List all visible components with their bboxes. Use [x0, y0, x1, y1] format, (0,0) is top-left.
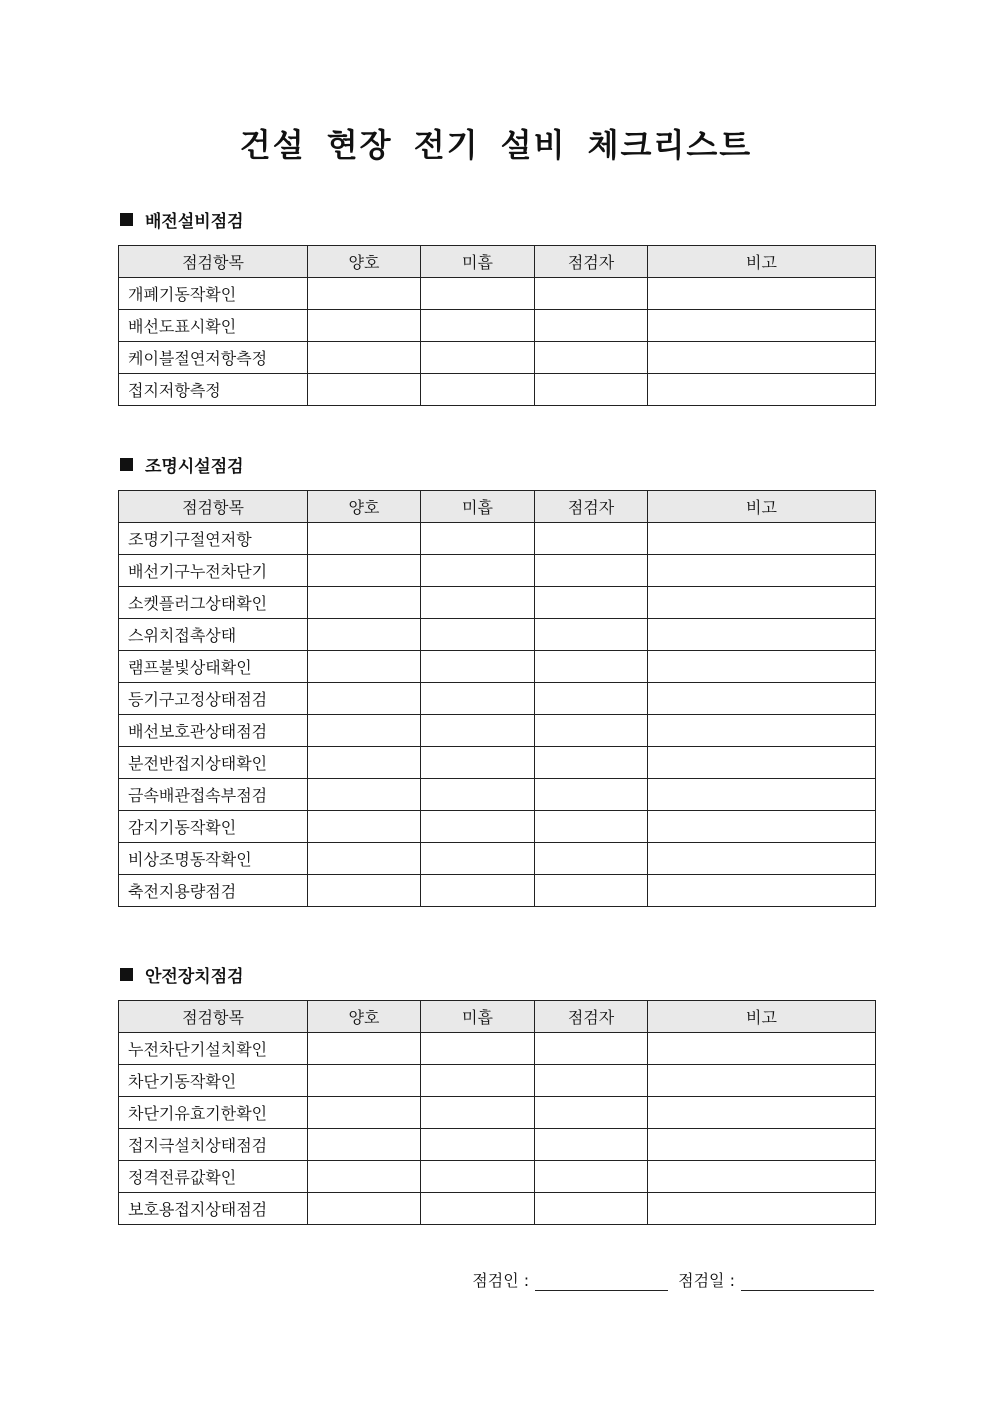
- table-row: [119, 619, 876, 651]
- table-header-row: [119, 491, 876, 523]
- table-row: [119, 342, 876, 374]
- item-label: 개폐기동작확인: [119, 278, 308, 310]
- poor-cell[interactable]: [421, 523, 535, 555]
- checklist-table: [118, 490, 876, 907]
- item-label: 조명기구절연저항: [119, 523, 308, 555]
- poor-cell[interactable]: [421, 779, 535, 811]
- table-row: [119, 374, 876, 406]
- remarks-cell[interactable]: [648, 1033, 876, 1065]
- remarks-cell[interactable]: [648, 342, 876, 374]
- remarks-cell[interactable]: [648, 843, 876, 875]
- good-cell[interactable]: [308, 555, 421, 587]
- inspector-cell[interactable]: [535, 555, 648, 587]
- good-cell[interactable]: [308, 374, 421, 406]
- good-cell[interactable]: [308, 278, 421, 310]
- page-title: 건설 현장 전기 설비 체크리스트: [239, 126, 753, 164]
- good-cell[interactable]: [308, 1161, 421, 1193]
- remarks-cell[interactable]: [648, 779, 876, 811]
- poor-cell[interactable]: [421, 587, 535, 619]
- good-cell[interactable]: [308, 651, 421, 683]
- column-header-good: 양호: [308, 246, 421, 278]
- remarks-cell[interactable]: [648, 310, 876, 342]
- poor-cell[interactable]: [421, 1033, 535, 1065]
- inspector-cell[interactable]: [535, 1033, 648, 1065]
- poor-cell[interactable]: [421, 342, 535, 374]
- black-square-icon: [120, 458, 133, 471]
- remarks-cell[interactable]: [648, 374, 876, 406]
- good-cell[interactable]: [308, 811, 421, 843]
- good-cell[interactable]: [308, 747, 421, 779]
- section-title: 배전설비점검: [145, 211, 244, 232]
- good-cell[interactable]: [308, 1129, 421, 1161]
- table-row: [119, 715, 876, 747]
- good-cell[interactable]: [308, 587, 421, 619]
- inspector-cell[interactable]: [535, 1129, 648, 1161]
- inspector-cell[interactable]: [535, 1193, 648, 1225]
- remarks-cell[interactable]: [648, 587, 876, 619]
- table-header-row: [119, 246, 876, 278]
- section-heading: [118, 206, 875, 232]
- item-label: 차단기동작확인: [119, 1065, 308, 1097]
- item-label: 비상조명동작확인: [119, 843, 308, 875]
- table-row: [119, 310, 876, 342]
- item-label: 램프불빛상태확인: [119, 651, 308, 683]
- remarks-cell[interactable]: [648, 651, 876, 683]
- inspector-cell[interactable]: [535, 747, 648, 779]
- poor-cell[interactable]: [421, 310, 535, 342]
- poor-cell[interactable]: [421, 683, 535, 715]
- table-row: [119, 1065, 876, 1097]
- poor-cell[interactable]: [421, 875, 535, 907]
- good-cell[interactable]: [308, 1097, 421, 1129]
- good-cell[interactable]: [308, 310, 421, 342]
- table-row: [119, 875, 876, 907]
- table-row: [119, 779, 876, 811]
- good-cell[interactable]: [308, 1193, 421, 1225]
- remarks-cell[interactable]: [648, 683, 876, 715]
- remarks-cell[interactable]: [648, 278, 876, 310]
- inspector-cell[interactable]: [535, 278, 648, 310]
- table-row: [119, 843, 876, 875]
- column-header-item: 점검항목: [119, 1001, 308, 1033]
- section-title: 조명시설점검: [145, 456, 244, 477]
- table-row: [119, 1033, 876, 1065]
- table-row: [119, 555, 876, 587]
- poor-cell[interactable]: [421, 278, 535, 310]
- column-header-remarks: 비고: [648, 246, 876, 278]
- inspector-cell[interactable]: [535, 310, 648, 342]
- item-label: 누전차단기설치확인: [119, 1033, 308, 1065]
- table-row: [119, 278, 876, 310]
- inspector-cell[interactable]: [535, 619, 648, 651]
- poor-cell[interactable]: [421, 1065, 535, 1097]
- table-row: [119, 1097, 876, 1129]
- column-header-inspector: 점검자: [535, 491, 648, 523]
- item-label: 소켓플러그상태확인: [119, 587, 308, 619]
- column-header-inspector: 점검자: [535, 1001, 648, 1033]
- poor-cell[interactable]: [421, 651, 535, 683]
- checklist-table: [118, 1000, 876, 1225]
- good-cell[interactable]: [308, 619, 421, 651]
- remarks-cell[interactable]: [648, 619, 876, 651]
- good-cell[interactable]: [308, 779, 421, 811]
- poor-cell[interactable]: [421, 1097, 535, 1129]
- inspector-cell[interactable]: [535, 342, 648, 374]
- checklist-table: [118, 245, 876, 406]
- poor-cell[interactable]: [421, 374, 535, 406]
- table-row: [119, 811, 876, 843]
- poor-cell[interactable]: [421, 715, 535, 747]
- good-cell[interactable]: [308, 843, 421, 875]
- remarks-cell[interactable]: [648, 715, 876, 747]
- inspection-date-blank-field[interactable]: [741, 1270, 874, 1291]
- remarks-cell[interactable]: [648, 811, 876, 843]
- item-label: 접지극설치상태점검: [119, 1129, 308, 1161]
- item-label: 보호용접지상태점검: [119, 1193, 308, 1225]
- table-header-row: [119, 1001, 876, 1033]
- poor-cell[interactable]: [421, 811, 535, 843]
- good-cell[interactable]: [308, 1065, 421, 1097]
- item-label: 축전지용량점검: [119, 875, 308, 907]
- table-row: [119, 587, 876, 619]
- inspector-cell[interactable]: [535, 811, 648, 843]
- remarks-cell[interactable]: [648, 1193, 876, 1225]
- item-label: 배선보호관상태점검: [119, 715, 308, 747]
- column-header-good: 양호: [308, 491, 421, 523]
- poor-cell[interactable]: [421, 1161, 535, 1193]
- table-row: [119, 1193, 876, 1225]
- inspector-cell[interactable]: [535, 779, 648, 811]
- inspector-cell[interactable]: [535, 875, 648, 907]
- good-cell[interactable]: [308, 523, 421, 555]
- remarks-cell[interactable]: [648, 1129, 876, 1161]
- remarks-cell[interactable]: [648, 747, 876, 779]
- item-label: 차단기유효기한확인: [119, 1097, 308, 1129]
- remarks-cell[interactable]: [648, 875, 876, 907]
- item-label: 분전반접지상태확인: [119, 747, 308, 779]
- remarks-cell[interactable]: [648, 1097, 876, 1129]
- column-header-poor: 미흡: [421, 491, 535, 523]
- remarks-cell[interactable]: [648, 1065, 876, 1097]
- inspector-cell[interactable]: [535, 715, 648, 747]
- column-header-poor: 미흡: [421, 246, 535, 278]
- item-label: 스위치접촉상태: [119, 619, 308, 651]
- inspector-cell[interactable]: [535, 587, 648, 619]
- section-safety-devices: [118, 961, 875, 1225]
- remarks-cell[interactable]: [648, 1161, 876, 1193]
- poor-cell[interactable]: [421, 555, 535, 587]
- column-header-good: 양호: [308, 1001, 421, 1033]
- section-lighting: [118, 451, 875, 907]
- item-label: 금속배관접속부점검: [119, 779, 308, 811]
- item-label: 배선기구누전차단기: [119, 555, 308, 587]
- item-label: 케이블절연저항측정: [119, 342, 308, 374]
- column-header-remarks: 비고: [648, 491, 876, 523]
- inspector-label: 점검인 :: [472, 1271, 530, 1290]
- remarks-cell[interactable]: [648, 523, 876, 555]
- good-cell[interactable]: [308, 683, 421, 715]
- inspector-cell[interactable]: [535, 523, 648, 555]
- item-label: 정격전류값확인: [119, 1161, 308, 1193]
- poor-cell[interactable]: [421, 1129, 535, 1161]
- inspector-cell[interactable]: [535, 683, 648, 715]
- poor-cell[interactable]: [421, 843, 535, 875]
- table-row: [119, 1161, 876, 1193]
- poor-cell[interactable]: [421, 1193, 535, 1225]
- black-square-icon: [120, 968, 133, 981]
- good-cell[interactable]: [308, 715, 421, 747]
- table-row: [119, 683, 876, 715]
- item-label: 감지기동작확인: [119, 811, 308, 843]
- table-row: [119, 1129, 876, 1161]
- remarks-cell[interactable]: [648, 555, 876, 587]
- item-label: 등기구고정상태점검: [119, 683, 308, 715]
- good-cell[interactable]: [308, 342, 421, 374]
- column-header-inspector: 점검자: [535, 246, 648, 278]
- column-header-item: 점검항목: [119, 246, 308, 278]
- poor-cell[interactable]: [421, 619, 535, 651]
- table-row: [119, 523, 876, 555]
- section-heading: [118, 451, 875, 477]
- table-row: [119, 651, 876, 683]
- section-distribution: [118, 206, 875, 406]
- inspector-cell[interactable]: [535, 651, 648, 683]
- table-row: [119, 747, 876, 779]
- section-title: 안전장치점검: [145, 966, 244, 987]
- good-cell[interactable]: [308, 875, 421, 907]
- column-header-remarks: 비고: [648, 1001, 876, 1033]
- signature-footer: [472, 1268, 874, 1291]
- inspector-cell[interactable]: [535, 1097, 648, 1129]
- black-square-icon: [120, 213, 133, 226]
- column-header-item: 점검항목: [119, 491, 308, 523]
- column-header-poor: 미흡: [421, 1001, 535, 1033]
- good-cell[interactable]: [308, 1033, 421, 1065]
- item-label: 접지저항측정: [119, 374, 308, 406]
- inspector-cell[interactable]: [535, 843, 648, 875]
- inspector-cell[interactable]: [535, 374, 648, 406]
- poor-cell[interactable]: [421, 747, 535, 779]
- inspector-blank-field[interactable]: [535, 1270, 668, 1291]
- inspector-cell[interactable]: [535, 1161, 648, 1193]
- item-label: 배선도표시확인: [119, 310, 308, 342]
- inspection-date-label: 점검일 :: [678, 1271, 735, 1290]
- section-heading: [118, 961, 875, 987]
- inspector-cell[interactable]: [535, 1065, 648, 1097]
